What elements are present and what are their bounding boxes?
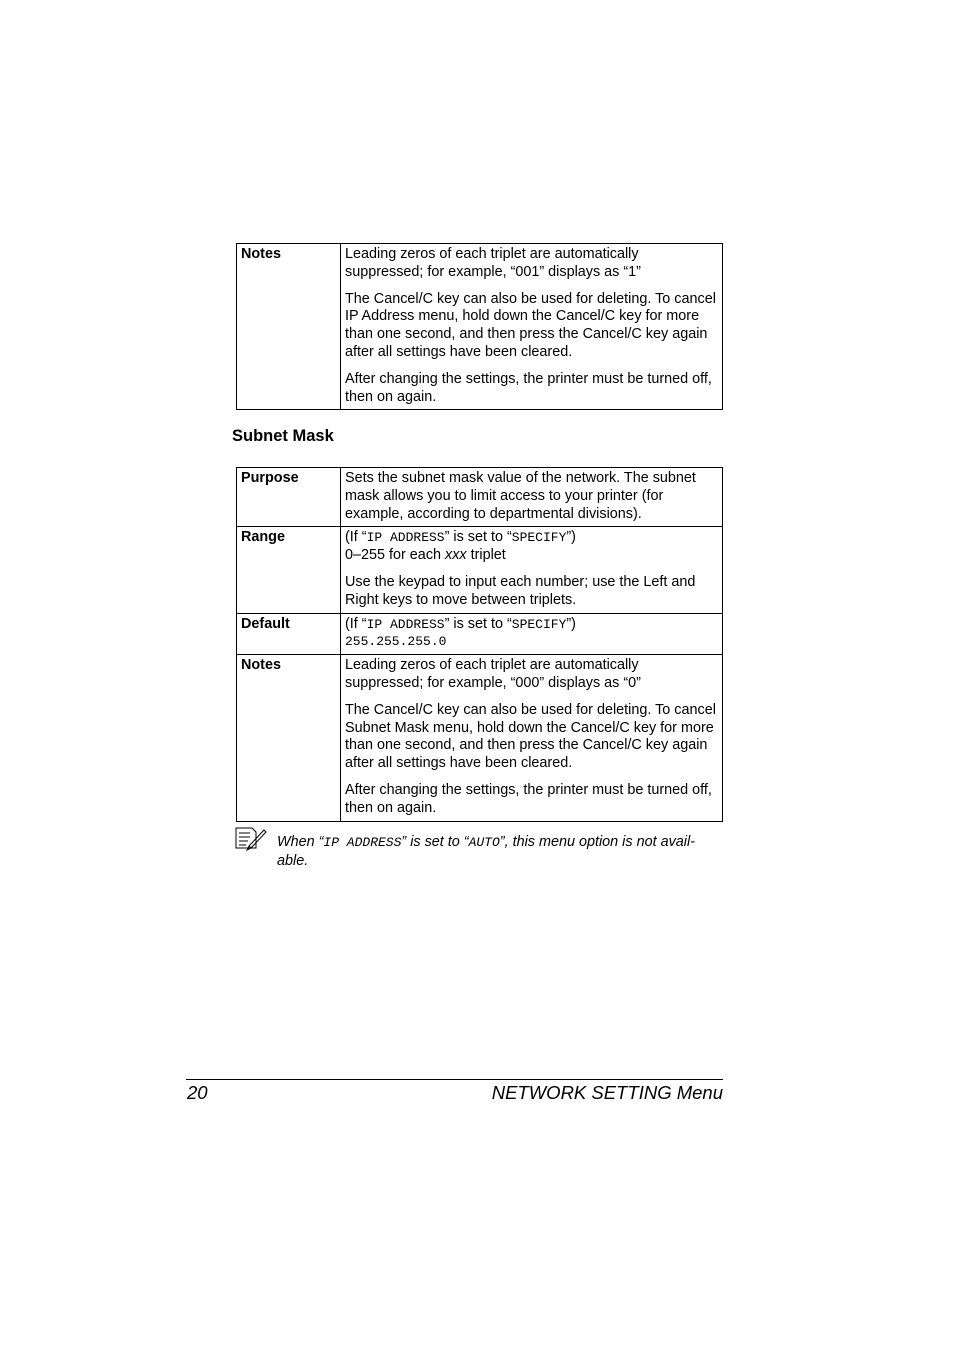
table-row (237, 527, 723, 613)
row-value (341, 527, 723, 613)
default-condition: (If “IP ADDRESS” is set to “SPECIFY”) 255.255.255.0 (345, 615, 576, 650)
range-instruction: Use the keypad to input each number; use the Left and Right keys to move between triplets. (345, 573, 696, 608)
note-paragraph: After changing the settings, the printer must be turned off, then on again. (345, 781, 712, 816)
table-row (237, 244, 723, 410)
row-label: Notes (237, 244, 341, 410)
table-row (237, 655, 723, 821)
table-row (237, 613, 723, 655)
specify-keyword: SPECIFY (511, 616, 567, 632)
note-paragraph: The Cancel/C key can also be used for deleting. To cancel Subnet Mask menu, hold down the Cancel/C key for more than one second, and then press the Cancel/C key again after all settings have been cleared. (345, 701, 716, 772)
footer-rule (186, 1079, 723, 1080)
ip-address-keyword: IP ADDRESS (323, 835, 402, 850)
row-value (341, 613, 723, 655)
note-paragraph: After changing the settings, the printer must be turned off, then on again. (345, 370, 712, 405)
ip-address-keyword: IP ADDRESS (366, 530, 445, 546)
default-value: 255.255.255.0 (345, 634, 447, 650)
section-heading: Subnet Mask (232, 427, 334, 445)
row-value (341, 655, 723, 821)
specify-keyword: SPECIFY (511, 530, 567, 546)
ip-address-notes-table (236, 243, 723, 410)
row-label: Range (237, 527, 341, 613)
row-label: Notes (237, 655, 341, 821)
range-condition: (If “IP ADDRESS” is set to “SPECIFY”) 0–255 for each xxx triplet (345, 529, 576, 564)
table-row (237, 468, 723, 527)
note-pencil-icon (234, 826, 268, 852)
ip-address-keyword: IP ADDRESS (366, 616, 445, 632)
subnet-mask-table (236, 467, 723, 822)
note-text: When “IP ADDRESS” is set to “AUTO”, this menu option is not avail-able. (277, 834, 695, 869)
footer-section-title: NETWORK SETTING Menu (491, 1082, 723, 1103)
row-label: Default (237, 613, 341, 655)
note-paragraph: The Cancel/C key can also be used for deleting. To cancel IP Address menu, hold down the Cancel/C key for more than one second, and then press the Cancel/C key again after all settings have been cleared. (345, 290, 716, 360)
range-variable: xxx (445, 547, 467, 564)
row-value (341, 468, 723, 527)
row-value (341, 244, 723, 410)
page-number: 20 (187, 1082, 208, 1103)
note-paragraph: Leading zeros of each triplet are automatically suppressed; for example, “001” displays as “1” (345, 246, 641, 280)
purpose-text: Sets the subnet mask value of the network. The subnet mask allows you to limit access to your printer (for example, according to departmental divisions). (345, 470, 696, 522)
note-paragraph: Leading zeros of each triplet are automatically suppressed; for example, “000” displays as “0” (345, 657, 641, 691)
row-label: Purpose (237, 468, 341, 527)
auto-keyword: AUTO (468, 835, 500, 850)
